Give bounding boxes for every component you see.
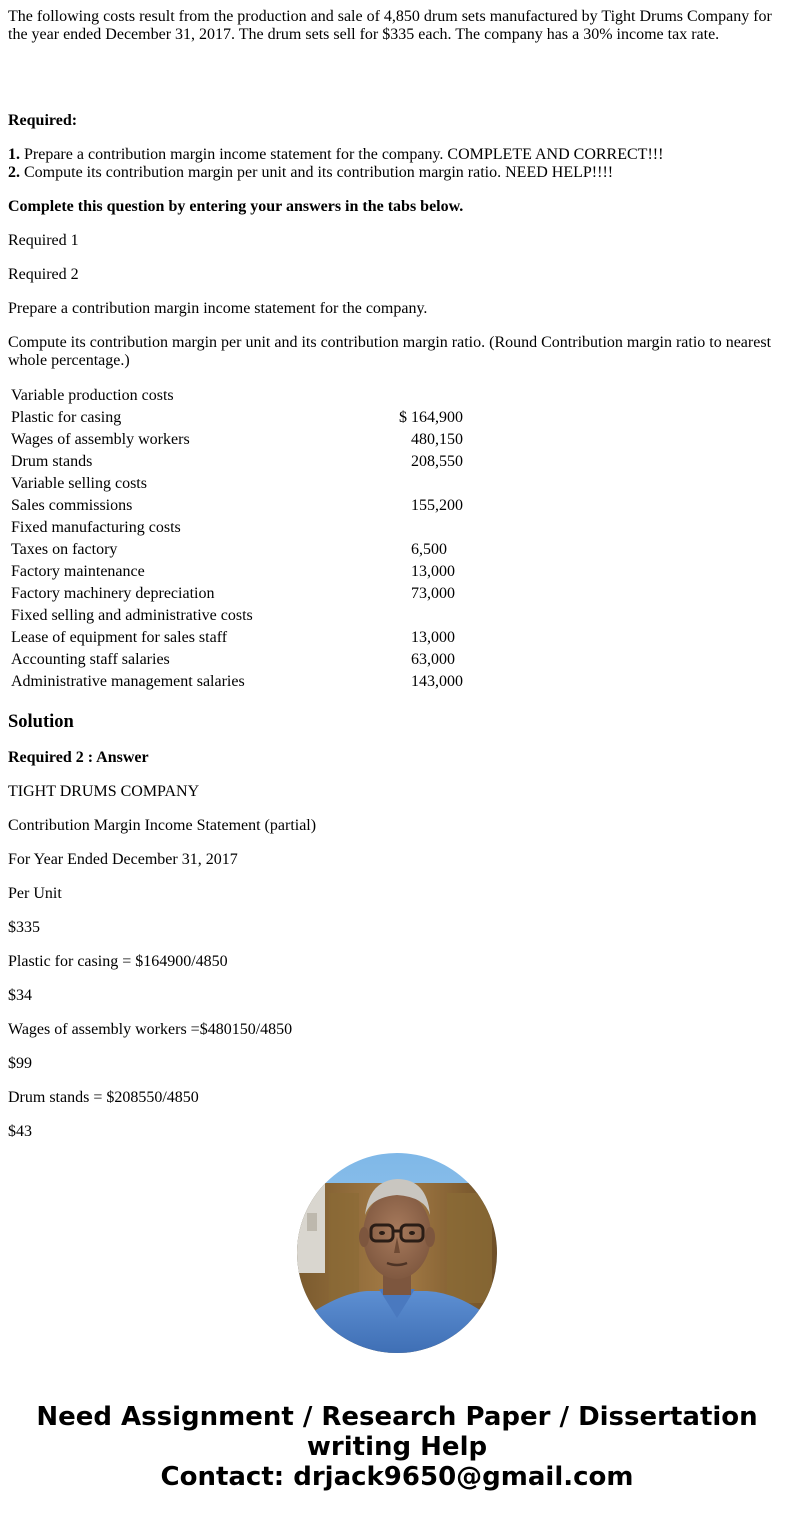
- tab2-prompt: Compute its contribution margin per unit and its contribution margin ratio. (Round Contribution margin ratio to nearest whole percentage.): [8, 334, 772, 369]
- table-row: Factory machinery depreciation 73,000: [11, 585, 455, 602]
- unit-price: $335: [8, 919, 40, 936]
- spacer: [8, 44, 786, 112]
- tutor-photo: [297, 1153, 497, 1353]
- statement-period: For Year Ended December 31, 2017: [8, 851, 238, 868]
- required-heading: Required:: [8, 112, 78, 129]
- requirements-list: 1. Prepare a contribution margin income statement for the company. COMPLETE AND CORRECT!!! 2. Compute its contribution margin per unit and its contribution margin ratio. NEED HELP!!!!: [8, 146, 664, 181]
- table-row: Taxes on factory 6,500: [11, 541, 447, 558]
- table-row: Factory maintenance 13,000: [11, 563, 455, 580]
- cta-line-1: Need Assignment / Research Paper / Dissertation: [36, 1402, 758, 1432]
- wages-per-unit: $99: [8, 1055, 32, 1072]
- company-name: TIGHT DRUMS COMPANY: [8, 783, 200, 800]
- per-unit-label: Per Unit: [8, 885, 62, 902]
- drum-stands-calc: Drum stands = $208550/4850: [8, 1089, 199, 1106]
- avatar: [297, 1153, 497, 1353]
- table-row: Administrative management salaries 143,000: [11, 673, 463, 690]
- table-row: Fixed selling and administrative costs: [11, 607, 253, 624]
- tab-required-2[interactable]: Required 2: [8, 266, 79, 283]
- tab1-prompt: Prepare a contribution margin income statement for the company.: [8, 300, 428, 317]
- drum-stands-per-unit: $43: [8, 1123, 32, 1140]
- table-row: Fixed manufacturing costs: [11, 519, 181, 536]
- solution-heading: Solution: [8, 712, 74, 732]
- problem-intro: The following costs result from the production and sale of 4,850 drum sets manufactured by Tight Drums Company for the year ended December 31, 2017. The drum sets sell for $335 each. The company has a 30% income tax rate.: [8, 8, 772, 43]
- table-row: Lease of equipment for sales staff 13,000: [11, 629, 455, 646]
- table-row: Variable production costs: [11, 387, 174, 404]
- cta-line-2: writing Help: [306, 1432, 488, 1462]
- cta-line-3: Contact: drjack9650@gmail.com: [160, 1462, 634, 1492]
- contact-banner: [0, 1402, 794, 1492]
- plastic-calc: Plastic for casing = $164900/4850: [8, 953, 228, 970]
- tabs-instruction: Complete this question by entering your answers in the tabs below.: [8, 198, 464, 215]
- plastic-per-unit: $34: [8, 987, 32, 1004]
- cost-table: [8, 384, 470, 694]
- table-row: Drum stands 208,550: [11, 453, 463, 470]
- statement-title: Contribution Margin Income Statement (partial): [8, 817, 317, 834]
- wages-calc: Wages of assembly workers =$480150/4850: [8, 1021, 293, 1038]
- table-row: Variable selling costs: [11, 475, 147, 492]
- table-row: Accounting staff salaries 63,000: [11, 651, 455, 668]
- tab-required-1[interactable]: Required 1: [8, 232, 79, 249]
- answer-heading: Required 2 : Answer: [8, 749, 149, 766]
- table-row: Sales commissions 155,200: [11, 497, 463, 514]
- requirement-2-text: Compute its contribution margin per unit and its contribution margin ratio. NEED HELP!!!!: [20, 164, 614, 181]
- table-row: Wages of assembly workers 480,150: [11, 431, 463, 448]
- requirement-1-text: Prepare a contribution margin income statement for the company. COMPLETE AND CORRECT!!!: [20, 146, 664, 163]
- table-row: Plastic for casing $ 164,900: [11, 409, 463, 426]
